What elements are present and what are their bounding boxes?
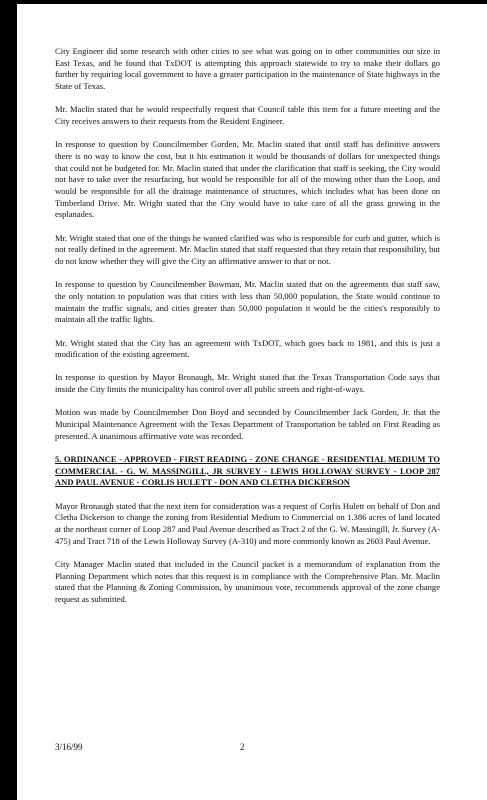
paragraph-5: In response to question by Councilmember Bowman, Mr. Maclin stated that on the agreements that staff saw, the only notation to population was that cities with less than 50,000 population, the State would continue to maintain the traffic signals, and cities greater than 50,000 population it would be the cities's responsibly to maintain all the traffic lights.: [55, 279, 440, 325]
document-page: [17, 0, 487, 800]
paragraph-1: City Engineer did some research with other cities to see what was going on in other communities our size in East Texas, and he found that TxDOT is attempting this approach statewide to try to make their dollars go further by requiring local government to have a greater participation in the maintenance of State highways in the State of Texas.: [55, 46, 440, 92]
paragraph-6: Mr. Wright stated that the City has an agreement with TxDOT, which goes back to 1981, and this is just a modification of the existing agreement.: [55, 337, 440, 360]
paragraph-4: Mr. Wright stated that one of the things he wanted clarified was who is responsible for curb and gutter, which is not really defined in the agreement. Mr. Maclin stated that staff requested that they retain that responsibility, but do not know whether they will give the City an affirmative answer to that or not.: [55, 232, 440, 267]
paragraph-2: Mr. Maclin stated that he would respectfully request that Council table this item for a future meeting and the City receives answers to their requests from the Resident Engineer.: [55, 104, 440, 127]
paragraph-10: City Manager Maclin stated that included in the Council packet is a memorandum of explanation from the Planning Department which notes that this request is in compliance with the Comprehensive Plan. Mr. Maclin stated that the Planning & Zoning Commission, by unanimous vote, recommends approval of the zone change request as submitted.: [55, 558, 440, 605]
paragraph-7: In response to question by Mayor Bronaugh, Mr. Wright stated that the Texas Transportation Code says that inside the City limits the municipality has control over all public streets and right-of-ways.: [55, 372, 440, 395]
document-body: [55, 46, 440, 617]
footer-date: 3/16/99: [55, 742, 83, 752]
paragraph-8: Motion was made by Councilmember Don Boyd and seconded by Councilmember Jack Gorden, Jr. that the Municipal Maintenance Agreement with the Texas Department of Transportation be tabled on First Reading as presented. A unanimous affirmative vote was recorded.: [55, 407, 440, 441]
paragraph-9: Mayor Bronaugh stated that the next item for consideration was a request of Corlis Hulett on behalf of Don and Cletha Dickerson to change the zoning from Residential Medium to Commercial on 1.386 acres of land located at the northeast corner of Loop 287 and Paul Avenue described as Tract 2 of the G. W. Massingill, Jr. Survey (A-475) and Tract 718 of the Lewis Holloway Survey (A-310) and more commonly known as 2603 Paul Avenue.: [55, 500, 440, 546]
page-number: 2: [240, 742, 245, 752]
paragraph-3: In response to question by Councilmember Gorden, Mr. Maclin stated that until staff has definitive answers there is no way to know the cost, but it his estimation it would be thousands of dollars for unexpected things that could not be budgeted for. Mr. Maclin stated that under the clarification that staff is seeking, the City would not have to take over the resurfacing, but would be responsible for all of the mowing other than the Loop, and would be responsible for all the drainage maintenance of structures, which includes what has been done on Timberland Drive. Mr. Wright stated that the City would have to take care of all the grass growing in the esplanades.: [55, 139, 440, 220]
agenda-item-heading: 5. ORDINANCE - APPROVED - FIRST READING - ZONE CHANGE - RESIDENTIAL MEDIUM TO COMMERCIAL - G. W. MASSINGILL, JR SURVEY - LEWIS HOLLOWAY SURVEY - LOOP 287 AND PAUL AVENUE - CORLIS HULETT - DON AND CLETHA DICKERSON: [55, 453, 440, 488]
